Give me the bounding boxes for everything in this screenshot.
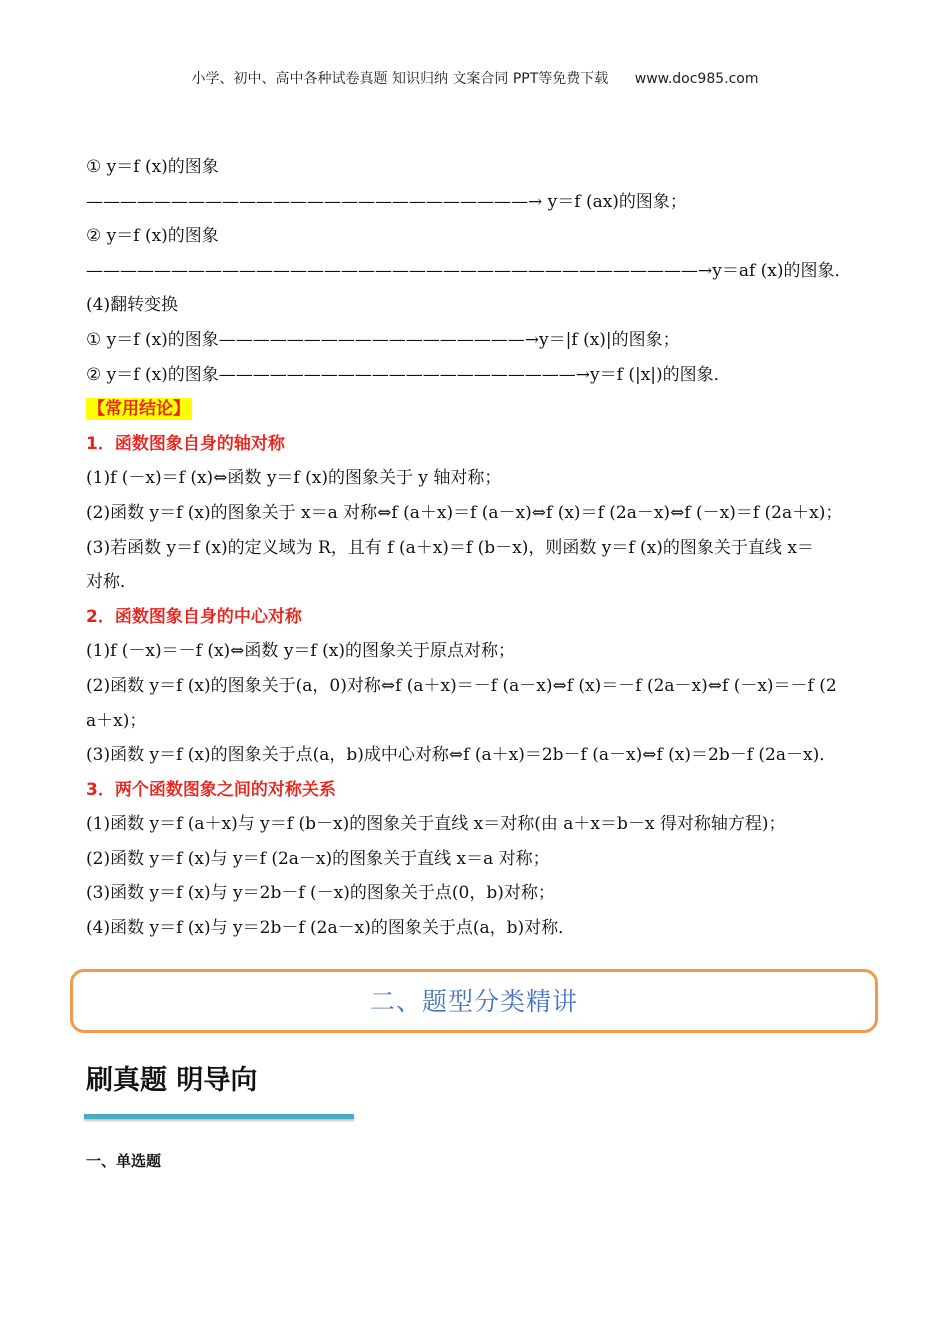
text-line: (4)函数 y＝f (x)与 y＝2b－f (2a－x)的图象关于点(a，b)对称． bbox=[86, 918, 576, 939]
text-line: 对称． bbox=[86, 572, 137, 593]
heading-center-symmetry: 2．函数图象自身的中心对称 bbox=[86, 606, 302, 627]
header-site: www.doc985.com bbox=[634, 71, 759, 87]
text-line: (2)函数 y＝f (x)的图象关于(a，0)对称⇔f (a＋x)＝－f (a－x)⇔f (x)＝－f (2a－x)⇔f (－x)＝－f (2 bbox=[86, 675, 837, 696]
heading-axis-symmetry: 1．函数图象自身的轴对称 bbox=[86, 433, 285, 454]
sub-title: 一、单选题 bbox=[86, 1152, 162, 1170]
text-line: ① y＝f (x)的图象 bbox=[86, 157, 219, 177]
text-line: ① y＝f (x)的图象——————————————————→y＝|f (x)|的图象； bbox=[86, 329, 680, 350]
text-line: (4)翻转变换 bbox=[86, 295, 179, 316]
text-line: ————————————————————————————————————→y＝af (x)的图象． bbox=[86, 260, 852, 281]
section-banner: 二、题型分类精讲 bbox=[70, 969, 878, 1033]
text-line: (3)函数 y＝f (x)与 y＝2b－f (－x)的图象关于点(0，b)对称； bbox=[86, 883, 555, 904]
text-line: (2)函数 y＝f (x)的图象关于 x＝a 对称⇔f (a＋x)＝f (a－x)⇔f (x)＝f (2a－x)⇔f (－x)＝f (2a＋x)； bbox=[86, 502, 843, 523]
conclusion-tag-line bbox=[86, 392, 876, 427]
text-line: (3)函数 y＝f (x)的图象关于点(a，b)成中心对称⇔f (a＋x)＝2b－f (a－x)⇔f (x)＝2b－f (2a－x)． bbox=[86, 745, 837, 766]
text-line: ——————————————————————————→ y＝f (ax)的图象； bbox=[86, 191, 687, 212]
header-text: 小学、初中、高中各种试卷真题 知识归纳 文案合同 PPT等免费下载 bbox=[191, 71, 609, 87]
text-line: ② y＝f (x)的图象 bbox=[86, 226, 219, 247]
text-line: ② y＝f (x)的图象—————————————————————→y＝f (|x|)的图象． bbox=[86, 364, 731, 385]
heading-two-functions: 3．两个函数图象之间的对称关系 bbox=[86, 779, 336, 800]
title-underline-bar bbox=[84, 1114, 354, 1119]
text-line: (1)函数 y＝f (a＋x)与 y＝f (b－x)的图象关于直线 x＝对称(由 a＋x＝b－x 得对称轴方程)； bbox=[86, 814, 786, 835]
text-line: (1)f (－x)＝f (x)⇔函数 y＝f (x)的图象关于 y 轴对称； bbox=[86, 468, 502, 489]
page-header bbox=[0, 68, 950, 88]
text-line: (2)函数 y＝f (x)与 y＝f (2a－x)的图象关于直线 x＝a 对称； bbox=[86, 848, 550, 869]
text-line: (3)若函数 y＝f (x)的定义域为 R，且有 f (a＋x)＝f (b－x)，则函数 y＝f (x)的图象关于直线 x＝ bbox=[86, 537, 814, 558]
conclusion-tag: 【常用结论】 bbox=[88, 399, 190, 420]
text-line: (1)f (－x)＝－f (x)⇔函数 y＝f (x)的图象关于原点对称； bbox=[86, 641, 515, 662]
text-line: a＋x)； bbox=[86, 710, 147, 731]
document-body bbox=[86, 150, 876, 946]
section-title: 刷真题 明导向 bbox=[86, 1065, 258, 1096]
